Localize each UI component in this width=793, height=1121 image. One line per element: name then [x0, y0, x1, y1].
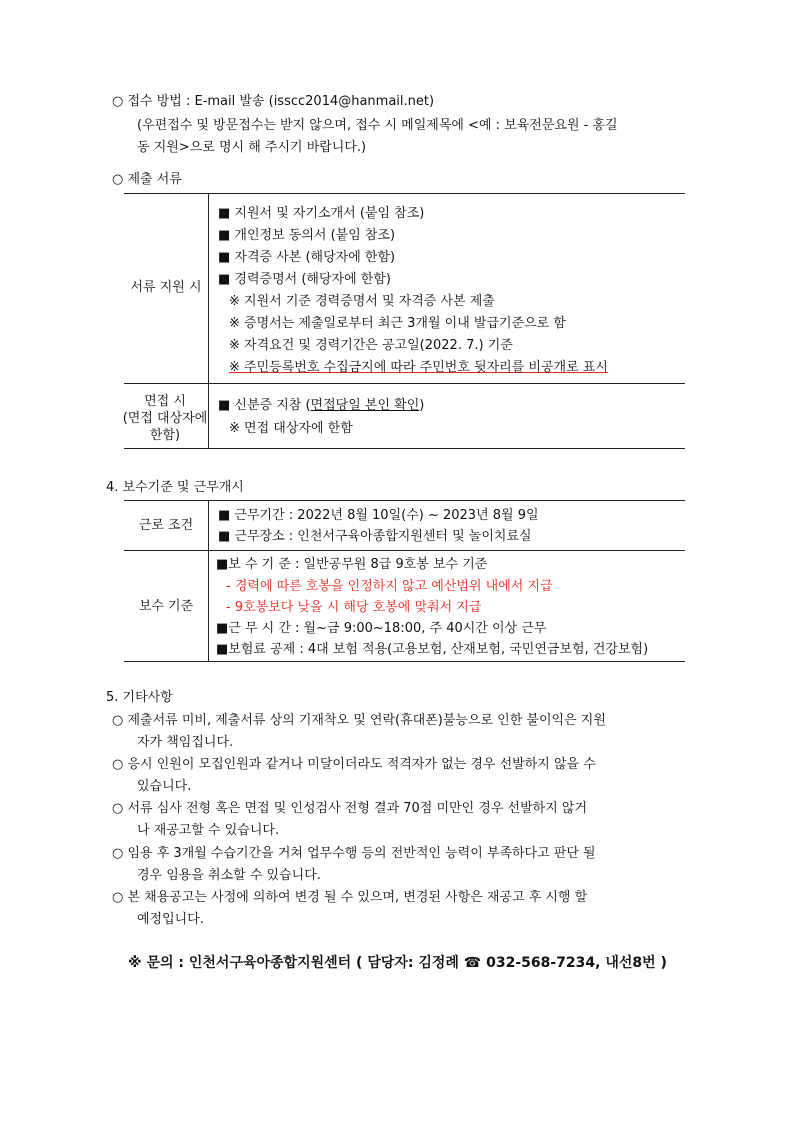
etc-line-1: ○ 제출서류 미비, 제출서류 상의 기재착오 및 연락(휴대폰)불능으로 인한 불이익은 지원 — [112, 713, 606, 728]
work-place: ■ 근무장소 : 인천서구육아종합지원센터 및 놀이치료실 — [218, 529, 532, 544]
doc-item-career-text: ■ 경력증명서 (해당자에 한함) — [218, 272, 391, 287]
etc-line-6: 나 재공고할 수 있습니다. — [137, 823, 280, 838]
doc-item-career — [218, 270, 391, 290]
doc-item-application-text: ■ 지원서 및 자기소개서 (붙임 참조) — [218, 206, 425, 221]
etc-line-3: ○ 응시 인원이 모집인원과 같거나 미달이더라도 적격자가 없는 경우 선발하지 않을 수 — [112, 757, 596, 772]
etc-line-5: ○ 서류 심사 전형 혹은 면접 및 인성검사 전형 결과 70점 미만인 경우 선발하지 않거 — [112, 801, 588, 816]
doc-note-3: ※ 자격요건 및 경력기간은 공고일(2022. 7.) 기준 — [229, 338, 513, 353]
submission-note-line-1: (우편접수 및 방문접수는 받지 않으며, 접수 시 메일제목에 <예 : 보육전문요원 - 홍길 — [137, 118, 618, 133]
submission-note-line-2: 동 지원>으로 명시 해 주시기 바랍니다.) — [137, 140, 367, 155]
doc-note-2: ※ 증명서는 제출일로부터 최근 3개월 이내 발급기준으로 함 — [229, 316, 566, 331]
pay-section-heading: 4. 보수기준 및 근무개시 — [106, 480, 244, 495]
documents-row-label-interview — [110, 393, 220, 444]
interview-note: ※ 면접 대상자에 한함 — [229, 421, 353, 436]
interview-label-line-1: 면접 시 — [144, 394, 186, 409]
interview-item-id-prefix: ■ 신분증 지참 ( — [218, 398, 311, 413]
documents-table-bottom-border — [124, 448, 685, 449]
interview-item-id-underlined: 면접당일 본인 확인 — [310, 398, 420, 413]
documents-row-label-paper: 서류 지원 시 — [130, 280, 202, 295]
interview-label-line-2: (면접 대상자에 — [122, 411, 208, 426]
doc-item-privacy — [218, 226, 395, 246]
insurance-deduction: ■보험료 공제 : 4대 보험 적용(고용보험, 산재보험, 국민연금보험, 건강보험) — [216, 642, 649, 657]
work-hours: ■근 무 시 간 : 월~금 9:00~18:00, 주 40시간 이상 근무 — [216, 621, 547, 636]
pay-standard-base: ■보 수 기 준 : 일반공무원 8급 9호봉 보수 기준 — [216, 557, 488, 572]
etc-line-2: 자가 책임집니다. — [137, 735, 234, 750]
pay-standard-note-2: - 9호봉보다 낮을 시 해당 호봉에 맞춰서 지급 — [226, 600, 482, 615]
etc-section-heading: 5. 기타사항 — [106, 690, 173, 705]
doc-note-4: ※ 주민등록번호 수집금지에 따라 주민번호 뒷자리를 비공개로 표시 — [229, 360, 608, 375]
etc-line-9: ○ 본 채용공고는 사정에 의하여 변경 될 수 있으며, 변경된 사항은 재공고 후 시행 할 — [112, 890, 588, 905]
etc-line-10: 예정입니다. — [137, 912, 204, 927]
pay-table-column-divider — [208, 500, 209, 661]
interview-item-id — [218, 396, 424, 416]
interview-item-id-suffix: ) — [419, 398, 425, 413]
doc-item-license — [218, 248, 395, 268]
doc-item-license-text: ■ 자격증 사본 (해당자에 한함) — [218, 250, 396, 265]
etc-line-8: 경우 임용을 취소할 수 있습니다. — [137, 868, 321, 883]
submission-method: ○ 접수 방법 : E-mail 발송 (isscc2014@hanmail.net) — [112, 94, 435, 109]
pay-standard-note-1: - 경력에 따른 호봉을 인정하지 않고 예산범위 내에서 지급 — [226, 579, 553, 594]
documents-heading: ○ 제출 서류 — [112, 172, 182, 187]
etc-line-7: ○ 임용 후 3개월 수습기간을 거쳐 업무수행 등의 전반적인 능력이 부족하다고 판단 될 — [112, 846, 596, 861]
interview-label-line-3: 한함) — [149, 428, 181, 443]
doc-note-1: ※ 지원서 기준 경력증명서 및 자격증 사본 제출 — [229, 294, 495, 309]
pay-table-bottom-border — [124, 661, 685, 662]
work-period: ■ 근무기간 : 2022년 8월 10일(수) ~ 2023년 8월 9일 — [218, 508, 539, 523]
contact-info: ※ 문의 : 인천서구육아종합지원센터 ( 담당자: 김정례 ☎ 032-568-7234, 내선8번 ) — [128, 955, 667, 971]
doc-item-application — [218, 204, 424, 224]
work-conditions-label: 근로 조건 — [138, 518, 194, 533]
etc-line-4: 있습니다. — [137, 779, 192, 794]
doc-item-privacy-text: ■ 개인정보 동의서 (붙임 참조) — [218, 228, 396, 243]
pay-standard-label: 보수 기준 — [138, 599, 194, 614]
